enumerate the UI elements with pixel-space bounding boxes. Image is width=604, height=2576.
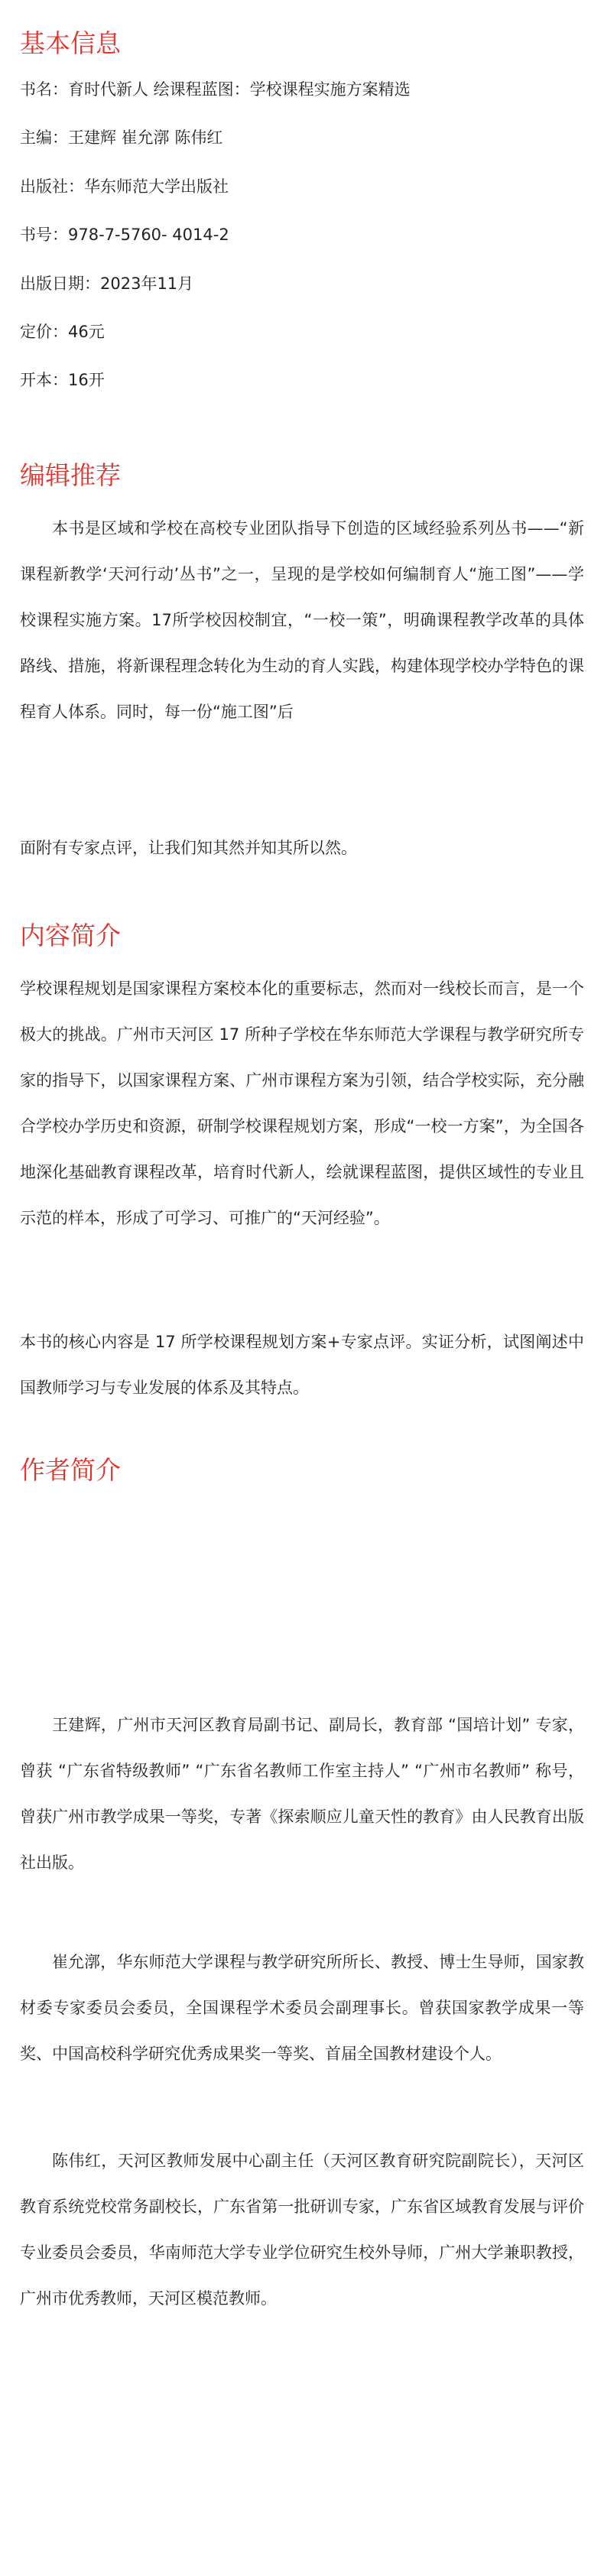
content-intro-heading: 内容简介 (20, 921, 121, 950)
info-isbn: 书号：978-7-5760- 4014-2 (20, 226, 229, 244)
info-publisher: 出版社：华东师范大学出版社 (20, 177, 229, 196)
editor-recommendation-heading: 编辑推荐 (20, 460, 121, 490)
author-bio-wang-jianhui: 王建辉，广州市天河区教育局副书记、副局长，教育部 “国培计划” 专家，曾获 “广东省特级教师” “广东省名教师工作室主持人” “广州市名教师” 称号，曾获广州市教学成果一等奖，专著《探索顺应儿童天性的教育》由人民教育出版社出版。 (20, 1716, 584, 1872)
info-editors: 主编：王建辉 崔允漷 陈伟红 (20, 128, 223, 147)
info-title: 书名：育时代新人 绘课程蓝图：学校课程实施方案精选 (20, 80, 411, 99)
author-bio-cui-yunhuo: 崔允漷，华东师范大学课程与教学研究所所长、教授、博士生导师，国家教材委专家委员会委员，全国课程学术委员会副理事长。曾获国家教学成果一等奖、中国高校科学研究优秀成果奖一等奖、首届全国教材建设个人。 (20, 1953, 584, 2063)
info-format: 开本：16开 (20, 371, 105, 389)
content-intro-paragraph-2: 本书的核心内容是 17 所学校课程规划方案+专家点评。实证分析，试图阐述中国教师学习与专业发展的体系及其特点。 (20, 1333, 584, 1397)
basic-info-heading: 基本信息 (20, 28, 121, 58)
info-price: 定价：46元 (20, 323, 105, 341)
content-intro-paragraph: 学校课程规划是国家课程方案校本化的重要标志，然而对一线校长而言，是一个极大的挑战。广州市天河区 17 所种子学校在华东师范大学课程与教学研究所专家的指导下，以国家课程方案、广州市课程方案为引领，结合学校实际，充分融合学校办学历史和资源，研制学校课程规划方案，形成“一校一方案”，为全国各地深化基础教育课程改革，培育时代新人，绘就课程蓝图，提供区域性的专业且示范的样本，形成了可学习、可推广的“天河经验”。 (20, 979, 584, 1227)
info-publish-date: 出版日期：2023年11月 (20, 274, 194, 293)
editor-recommendation-paragraph: 本书是区域和学校在高校专业团队指导下创造的区域经验系列丛书——“新课程新教学‘天河行动’丛书”之一，呈现的是学校如何编制育人“施工图”——学校课程实施方案。17所学校因校制宜，“一校一策”，明确课程教学改革的具体路线、措施，将新课程理念转化为生动的育人实践，构建体现学校办学特色的课程育人体系。同时，每一份“施工图”后 (20, 519, 584, 721)
author-bio-chen-weihong: 陈伟红，天河区教师发展中心副主任（天河区教育研究院副院长），天河区教育系统党校常务副校长，广东省第一批研训专家，广东省区域教育发展与评价专业委员会委员，华南师范大学专业学位研究生校外导师，广州大学兼职教授，广州市优秀教师，天河区模范教师。 (20, 2152, 584, 2308)
editor-recommendation-paragraph-continued: 面附有专家点评，让我们知其然并知其所以然。 (20, 839, 357, 857)
author-intro-heading: 作者简介 (20, 1455, 121, 1485)
